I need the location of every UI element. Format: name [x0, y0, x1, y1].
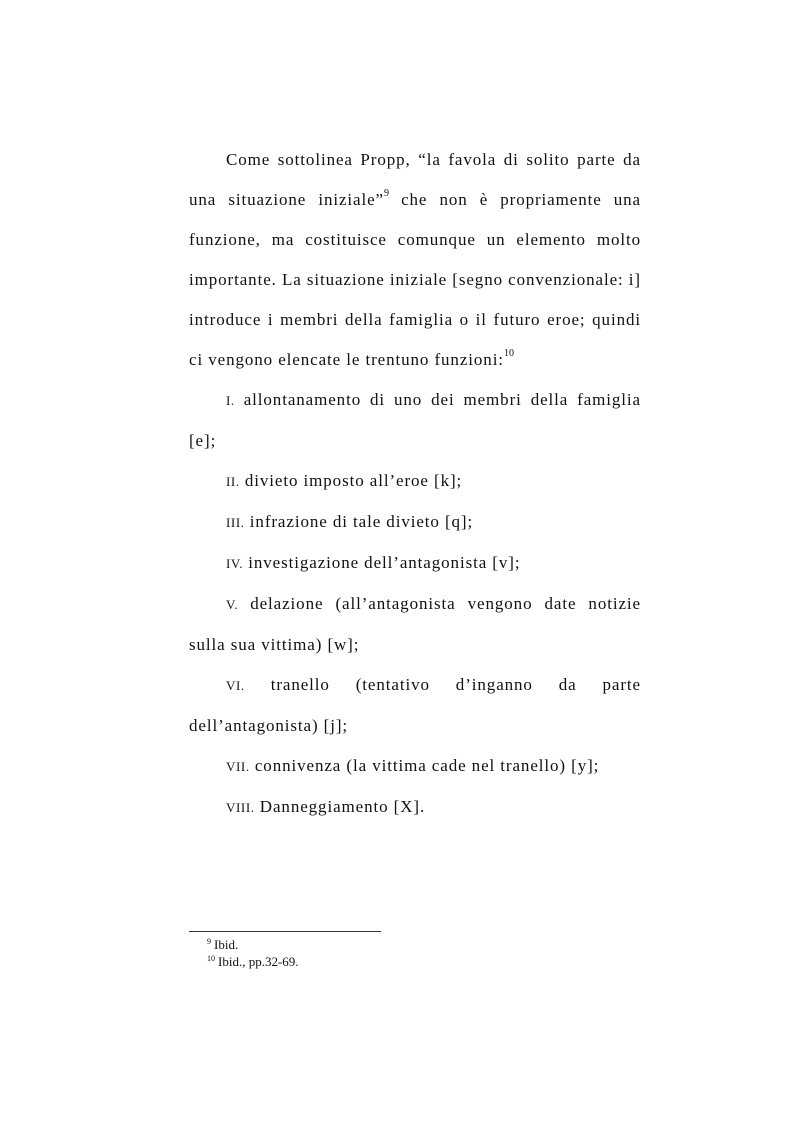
- function-text: infrazione di tale divieto [q];: [244, 512, 474, 531]
- function-numeral: VII.: [226, 759, 250, 774]
- function-numeral: IV.: [226, 556, 244, 571]
- function-item-3: [189, 502, 641, 543]
- function-numeral: VI.: [226, 678, 245, 693]
- intro-text-part2: che non è propriamente una funzione, ma costituisce comunque un elemento molto importante. La situazione iniziale [segno convenzionale: i] introduce i membri della famiglia o il futuro eroe; quindi ci vengono elencate le trentuno funzioni:: [189, 190, 641, 369]
- footnote-text: Ibid., pp.32-69.: [218, 954, 299, 969]
- footnote-text: Ibid.: [214, 937, 239, 952]
- function-text: tranello (tentativo d’inganno da parte dell’antagonista) [j];: [189, 675, 641, 735]
- function-text: allontanamento di uno dei membri della famiglia [e];: [189, 390, 641, 450]
- function-numeral: V.: [226, 597, 239, 612]
- footnote-ref-10: 10: [503, 348, 514, 359]
- function-item-1: [189, 380, 641, 461]
- function-item-8: [189, 787, 641, 828]
- footnote-mark: 10: [207, 954, 215, 963]
- function-numeral: II.: [226, 474, 240, 489]
- footnote-mark: 9: [207, 937, 211, 946]
- function-item-5: [189, 584, 641, 665]
- footnote-divider: [189, 931, 381, 932]
- intro-text-part1: Come sottolinea Propp, “la favola di solito parte da una situazione iniziale”: [189, 150, 641, 209]
- function-numeral: I.: [226, 393, 235, 408]
- footnote-9: [207, 936, 299, 953]
- function-item-6: [189, 665, 641, 746]
- footnotes: [207, 936, 299, 970]
- function-text: connivenza (la vittima cade nel tranello) [y];: [249, 756, 600, 775]
- function-text: delazione (all’antagonista vengono date notizie sulla sua vittima) [w];: [189, 594, 641, 654]
- function-item-4: [189, 543, 641, 584]
- footnote-10: [207, 953, 299, 970]
- main-text: [189, 140, 641, 828]
- function-item-2: [189, 461, 641, 502]
- intro-paragraph: [189, 140, 641, 380]
- function-item-7: [189, 746, 641, 787]
- function-text: investigazione dell’antagonista [v];: [243, 553, 521, 572]
- function-numeral: VIII.: [226, 800, 255, 815]
- function-numeral: III.: [226, 515, 245, 530]
- function-text: divieto imposto all’eroe [k];: [239, 471, 463, 490]
- footnote-ref-9: 9: [384, 188, 389, 199]
- function-text: Danneggiamento [X].: [254, 797, 426, 816]
